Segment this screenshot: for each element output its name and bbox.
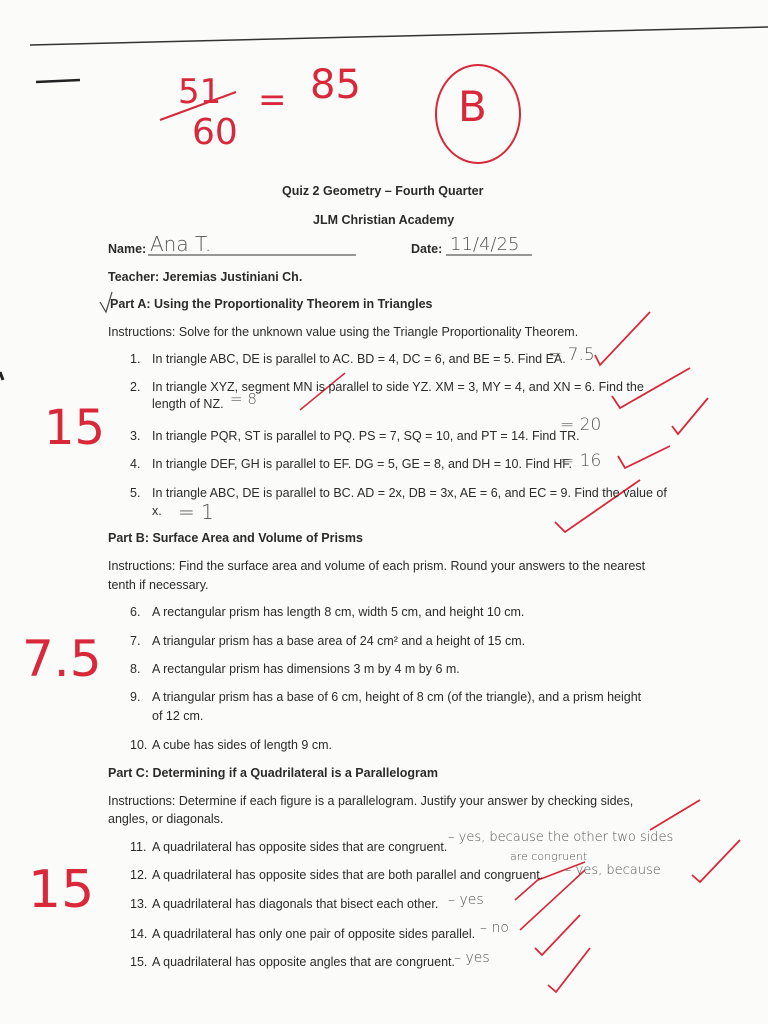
question-number: 1. bbox=[130, 352, 141, 366]
part-b-instructions: Instructions: Find the surface area and volume of each prism. Round your answers to the nearest bbox=[108, 559, 646, 573]
name-field[interactable]: Ana T. bbox=[150, 232, 212, 256]
name-label: Name: bbox=[108, 242, 147, 256]
answer-1[interactable]: = 7.5 bbox=[548, 345, 595, 365]
answer-2[interactable]: = 8 bbox=[230, 390, 257, 408]
question-text-cont: of 12 cm. bbox=[152, 709, 204, 723]
question-text: In triangle ABC, DE is parallel to AC. BD = 4, DC = 6, and BE = 5. Find EA. bbox=[152, 352, 566, 366]
grade-percent: 85 bbox=[310, 62, 361, 108]
part-c-heading: Part C: Determining if a Quadrilateral is a Parallelogram bbox=[108, 766, 438, 780]
question-number: 12. bbox=[130, 868, 148, 882]
question-text: A rectangular prism has length 8 cm, width 5 cm, and height 10 cm. bbox=[152, 605, 525, 619]
question-number: 7. bbox=[130, 634, 141, 648]
question-text: In triangle ABC, DE is parallel to BC. AD = 2x, DB = 3x, AE = 6, and EC = 9. Find the value of bbox=[152, 486, 667, 500]
question-number: 2. bbox=[130, 380, 141, 394]
question-number: 8. bbox=[130, 662, 141, 676]
question-text: A cube has sides of length 9 cm. bbox=[152, 738, 332, 752]
answer-13[interactable]: – yes bbox=[448, 892, 484, 908]
part-a-score: 15 bbox=[44, 400, 106, 456]
date-label: Date: bbox=[411, 242, 443, 256]
part-b-score: 7.5 bbox=[22, 630, 102, 688]
question-number: 5. bbox=[130, 486, 141, 500]
question-text: In triangle DEF, GH is parallel to EF. DG = 5, GE = 8, and DH = 10. Find HF. bbox=[152, 457, 572, 471]
school-name: JLM Christian Academy bbox=[313, 213, 455, 227]
answer-11[interactable]: – yes, because the other two sides bbox=[448, 830, 674, 845]
part-a-heading: Part A: Using the Proportionality Theorem in Triangles bbox=[110, 297, 433, 311]
question-text: A quadrilateral has opposite angles that are congruent. bbox=[152, 955, 455, 969]
answer-14[interactable]: – no bbox=[480, 920, 509, 936]
grade-numerator: 51 bbox=[178, 72, 222, 112]
quiz-title: Quiz 2 Geometry – Fourth Quarter bbox=[282, 184, 484, 198]
answer-12[interactable]: – yes, because bbox=[565, 863, 661, 878]
part-a-instructions: Instructions: Solve for the unknown value using the Triangle Proportionality Theorem. bbox=[108, 325, 579, 339]
part-b-instructions-cont: tenth if necessary. bbox=[108, 578, 209, 592]
part-b-heading: Part B: Surface Area and Volume of Prisms bbox=[108, 531, 363, 545]
teacher-name: Teacher: Jeremias Justiniani Ch. bbox=[108, 270, 303, 284]
part-c-score: 15 bbox=[28, 860, 95, 920]
question-number: 15. bbox=[130, 955, 148, 969]
question-text: A triangular prism has a base area of 24 cm² and a height of 15 cm. bbox=[152, 634, 526, 648]
question-number: 14. bbox=[130, 927, 148, 941]
question-text-cont: length of NZ. bbox=[152, 397, 224, 411]
answer-15[interactable]: – yes bbox=[454, 950, 490, 966]
answer-4[interactable]: = 16 bbox=[560, 451, 602, 471]
question-text-cont: x. bbox=[152, 504, 162, 518]
question-number: 9. bbox=[130, 690, 141, 704]
answer-11-cont[interactable]: are congruent bbox=[510, 850, 588, 863]
question-text: A quadrilateral has opposite sides that are congruent. bbox=[152, 840, 448, 854]
question-number: 11. bbox=[130, 840, 147, 854]
question-text: A quadrilateral has diagonals that bisect each other. bbox=[152, 897, 439, 911]
question-number: 10. bbox=[130, 738, 148, 752]
question-text: In triangle XYZ, segment MN is parallel to side YZ. XM = 3, MY = 4, and XN = 6. Find the bbox=[152, 380, 644, 394]
question-text: In triangle PQR, ST is parallel to PQ. PS = 7, SQ = 10, and PT = 14. Find TR. bbox=[152, 429, 580, 443]
grade-denominator: 60 bbox=[192, 112, 238, 153]
question-text: A quadrilateral has only one pair of opposite sides parallel. bbox=[152, 927, 476, 941]
answer-5[interactable]: = 1 bbox=[178, 500, 214, 524]
question-number: 4. bbox=[130, 457, 141, 471]
answer-3[interactable]: = 20 bbox=[560, 415, 602, 435]
question-text: A quadrilateral has opposite sides that are both parallel and congruent. bbox=[152, 868, 544, 882]
grade-letter: B bbox=[458, 82, 487, 131]
part-c-instructions-cont: angles, or diagonals. bbox=[108, 812, 224, 826]
question-text: A triangular prism has a base of 6 cm, height of 8 cm (of the triangle), and a prism height bbox=[152, 690, 642, 704]
question-number: 13. bbox=[130, 897, 148, 911]
question-number: 6. bbox=[130, 605, 141, 619]
part-c-instructions: Instructions: Determine if each figure is a parallelogram. Justify your answer by checking sides, bbox=[108, 794, 634, 808]
question-text: A rectangular prism has dimensions 3 m by 4 m by 6 m. bbox=[152, 662, 460, 676]
grade-equals: = bbox=[258, 80, 287, 120]
question-number: 3. bbox=[130, 429, 141, 443]
date-field[interactable]: 11/4/25 bbox=[450, 234, 520, 255]
